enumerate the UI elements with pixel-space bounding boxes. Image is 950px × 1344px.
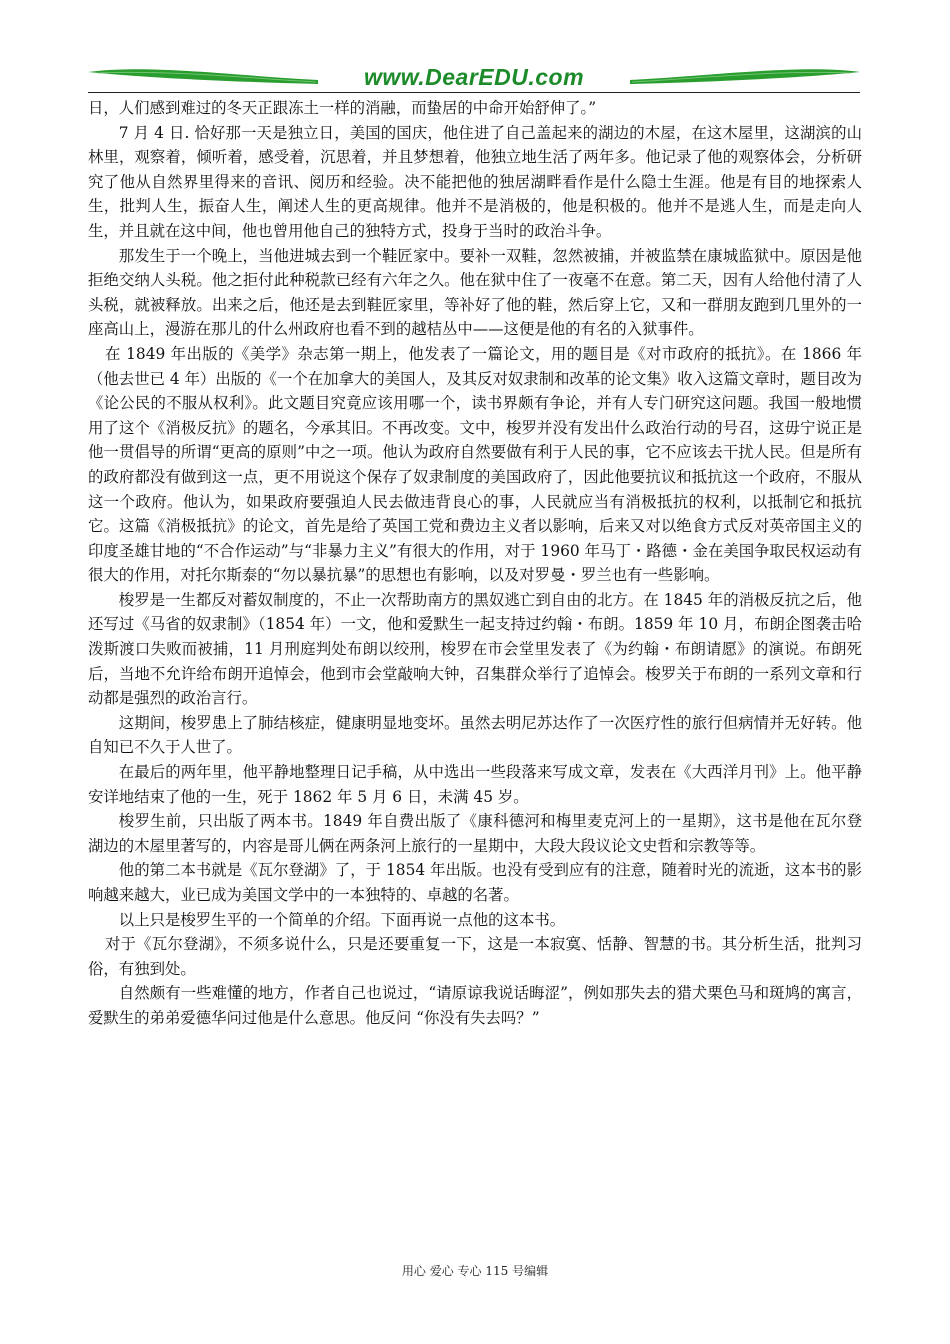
site-logo[interactable]: www.DearEDU.com	[363, 64, 585, 90]
site-header	[88, 54, 860, 100]
paragraph: 日，人们感到难过的冬天正跟冻土一样的消融，而蛰居的中命开始舒伸了。”	[88, 99, 597, 117]
header-rule	[88, 92, 860, 93]
paragraph: 那发生于一个晚上，当他进城去到一个鞋匠家中。要补一双鞋，忽然被捕，并被监禁在康城监狱中。原因是他拒绝交纳人头税。他之拒付此种税款已经有六年之久。他在狱中住了一夜毫不在意。第二天，因有人给他付清了人头税，就被释放。出来之后，他还是去到鞋匠家里，等补好了他的鞋，然后穿上它，又和一群朋友跑到几里外的一座高山上，漫游在那儿的什么州政府也看不到的越桔丛中——这便是他的有名的入狱事件。	[88, 246, 862, 339]
paragraph: 在最后的两年里，他平静地整理日记手稿，从中选出一些段落来写成文章，发表在《大西洋月刊》上。他平静安详地结束了他的一生，死于 1862 年 5 月 6 日，未满 45 岁。	[88, 763, 862, 806]
page-footer: 用心 爱心 专心 115 号编辑	[401, 1264, 549, 1278]
article-body	[88, 96, 862, 1031]
paragraph: 以上只是梭罗生平的一个简单的介绍。下面再说一点他的这本书。	[118, 910, 566, 929]
paragraph: 自然颇有一些难懂的地方，作者自己也说过，“请原谅我说话晦涩”，例如那失去的猎犬栗色马和斑鸠的寓言，爱默生的弟弟爱德华问过他是什么意思。他反问 “你没有失去吗？”	[88, 984, 862, 1027]
paragraph: 对于《瓦尔登湖》，不须多说什么，只是还要重复一下，这是一本寂寞、恬静、智慧的书。其分析生活，批判习俗，有独到处。	[88, 935, 862, 978]
paragraph: 梭罗生前，只出版了两本书。1849 年自费出版了《康科德河和梅里麦克河上的一星期》，这书是他在瓦尔登湖边的木屋里著写的，内容是哥儿俩在两条河上旅行的一星期中，大段大段议论文史哲和宗教等等。	[88, 812, 862, 855]
paragraph: 这期间，梭罗患上了肺结核症，健康明显地变坏。虽然去明尼苏达作了一次医疗性的旅行但病情并无好转。他自知已不久于人世了。	[88, 713, 862, 757]
paragraph: 7 月 4 日. 恰好那一天是独立日，美国的国庆，他住进了自己盖起来的湖边的木屋，在这木屋里，这湖滨的山林里，观察着，倾听着，感受着，沉思着，并且梦想着，他独立地生活了两年多。他记录了他的观察体会，分析研究了他从自然界里得来的音讯、阅历和经验。决不能把他的独居湖畔看作是什么隐士生涯。他是有目的地探索人生，批判人生，振奋人生，阐述人生的更高规律。他并不是消极的，他是积极的。他并不是逃人生，而是走向人生，并且就在这中间，他也曾用他自己的独特方式，投身于当时的政治斗争。	[88, 123, 862, 240]
paragraph: 梭罗是一生都反对蓄奴制度的，不止一次帮助南方的黑奴逃亡到自由的北方。在 1845 年的消极反抗之后，他还写过《马省的奴隶制》（1854 年）一文，他和爱默生一起支持过约翰・布朗。1859 年 10 月，布朗企图袭击哈泼斯渡口失败而被捕，11 月刑庭判处布朗以绞刑，梭罗在市会堂里发表了《为约翰・布朗请愿》的演说。布朗死后，当地不允许给布朗开追悼会，他到市会堂敲响大钟，召集群众举行了追悼会。梭罗关于布朗的一系列文章和行动都是强烈的政治言行。	[88, 590, 862, 708]
paragraph: 他的第二本书就是《瓦尔登湖》了，于 1854 年出版。也没有受到应有的注意，随着时光的流逝，这本书的影响越来越大，业已成为美国文学中的一本独特的、卓越的名著。	[88, 861, 862, 904]
paragraph: 在 1849 年出版的《美学》杂志第一期上，他发表了一篇论文，用的题目是《对市政府的抵抗》。在 1866 年（他去世已 4 年）出版的《一个在加拿大的美国人，及其反对奴隶制和改革的论文集》收入这篇文章时，题目改为《论公民的不服从权利》。此文题目究竟应该用哪一个，读书界颇有争论，并有人专门研究这问题。我国一般地惯用了这个《消极反抗》的题名，今承其旧。不再改变。文中，梭罗并没有发出什么政治行动的号召，这毋宁说正是他一贯倡导的所谓“更高的原则”中之一项。他认为政府自然要做有利于人民的事，它不应该去干扰人民。但是所有的政府都没有做到这一点，更不用说这个保存了奴隶制度的美国政府了，因此他要抗议和抵抗这一个政府，不服从这一个政府。他认为，如果政府要强迫人民去做违背良心的事，人民就应当有消极抵抗的权利，以抵制它和抵抗它。这篇《消极抵抗》的论文，首先是给了英国工党和费边主义者以影响，后来又对以绝食方式反对英帝国主义的印度圣雄甘地的“不合作运动”与“非暴力主义”有很大的作用，对于 1960 年马丁・路德・金在美国争取民权运动有很大的作用，对托尔斯泰的“勿以暴抗暴”的思想也有影响，以及对罗曼・罗兰也有一些影响。	[88, 344, 862, 585]
